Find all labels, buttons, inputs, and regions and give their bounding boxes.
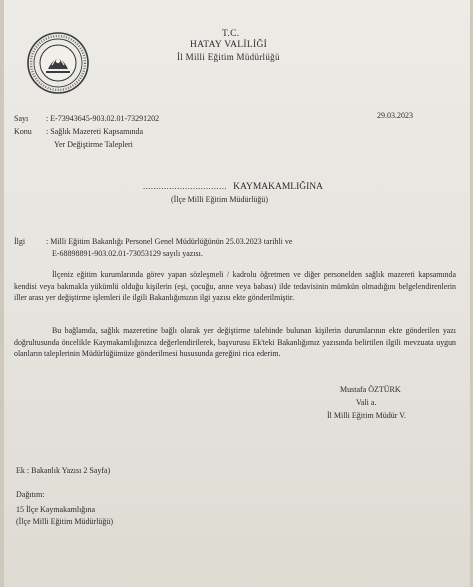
sayi-value: : E-73943645-903.02.01-73291202 — [46, 114, 160, 123]
recipient-title: KAYMAKAMLIĞINA — [233, 182, 324, 192]
ilgi-label: İlgi — [14, 237, 26, 246]
ministry-seal-emblem — [26, 31, 90, 95]
konu-row — [14, 127, 143, 136]
header-tc: T.C. — [222, 29, 240, 39]
signatory-title-2: İl Milli Eğitim Müdür V. — [327, 411, 407, 420]
sayi-label: Sayı — [14, 114, 29, 123]
document-date: 29.03.2023 — [377, 111, 413, 120]
attachment-note: Ek : Bakanlık Yazısı 2 Sayfa) — [16, 466, 111, 475]
recipient-line — [143, 181, 323, 192]
distribution-line-2: (İlçe Milli Eğitim Müdürlüğü) — [16, 517, 114, 526]
paragraph-1: İlçeniz eğitim kurumlarında görev yapan sözleşmeli / kadrolu öğretmen ve diğer personelden sağlık mazereti kapsamında kendisi veya bakmakla yükümlü olduğu kişilerin (eşi, çocuğu, anne veya babası) ilde tedavisinin mümkün olmadığını belgelendirenlerin iller arası yer değiştirme işlemleri ile ilgili Bakanlığımızın ilgi yazısı ekte gönderilmiştir. — [14, 270, 456, 303]
konu-value-2: Yer Değiştirme Talepleri — [54, 140, 133, 149]
paragraph-2: Bu bağlamda, sağlık mazeretine bağlı olarak yer değiştirme talebinde bulunan kişilerin durumlarının ekte gönderilen yazı doğrultusunda öncelikle Kaymakamlığınızca değerlendirilerek, başvurusu Ek'teki Bakanlığımız yazısında belirtilen ilgili mevzuata uygun olanların taleplerinin Müdürlüğümüze gönderilmesi hususunda gereğini rica ederim. — [14, 326, 456, 359]
header-directorate: İl Milli Eğitim Müdürlüğü — [177, 52, 280, 62]
konu-label: Konu — [14, 127, 32, 136]
konu-value-1: : Sağlık Mazereti Kapsamında — [46, 127, 144, 136]
signatory-name: Mustafa ÖZTÜRK — [340, 385, 401, 394]
ilgi-line2: E-68898891-903.02.01-73053129 sayılı yazısı. — [52, 249, 203, 258]
distribution-line-1: 15 İlçe Kaymakamlığına — [16, 505, 96, 514]
distribution-label: Dağıtım: — [16, 490, 45, 499]
ilgi-line1: : Milli Eğitim Bakanlığı Personel Genel Müdürlüğünün 25.03.2023 tarihli ve — [46, 237, 293, 246]
sayi-row — [14, 114, 159, 123]
recipient-dots: ................................ — [143, 181, 227, 191]
document-page — [4, 0, 470, 587]
header-governorship: HATAY VALİLİĞİ — [190, 40, 268, 50]
recipient-subtitle: (İlçe Milli Eğitim Müdürlüğü) — [171, 195, 269, 204]
signatory-title-1: Vali a. — [356, 398, 377, 407]
